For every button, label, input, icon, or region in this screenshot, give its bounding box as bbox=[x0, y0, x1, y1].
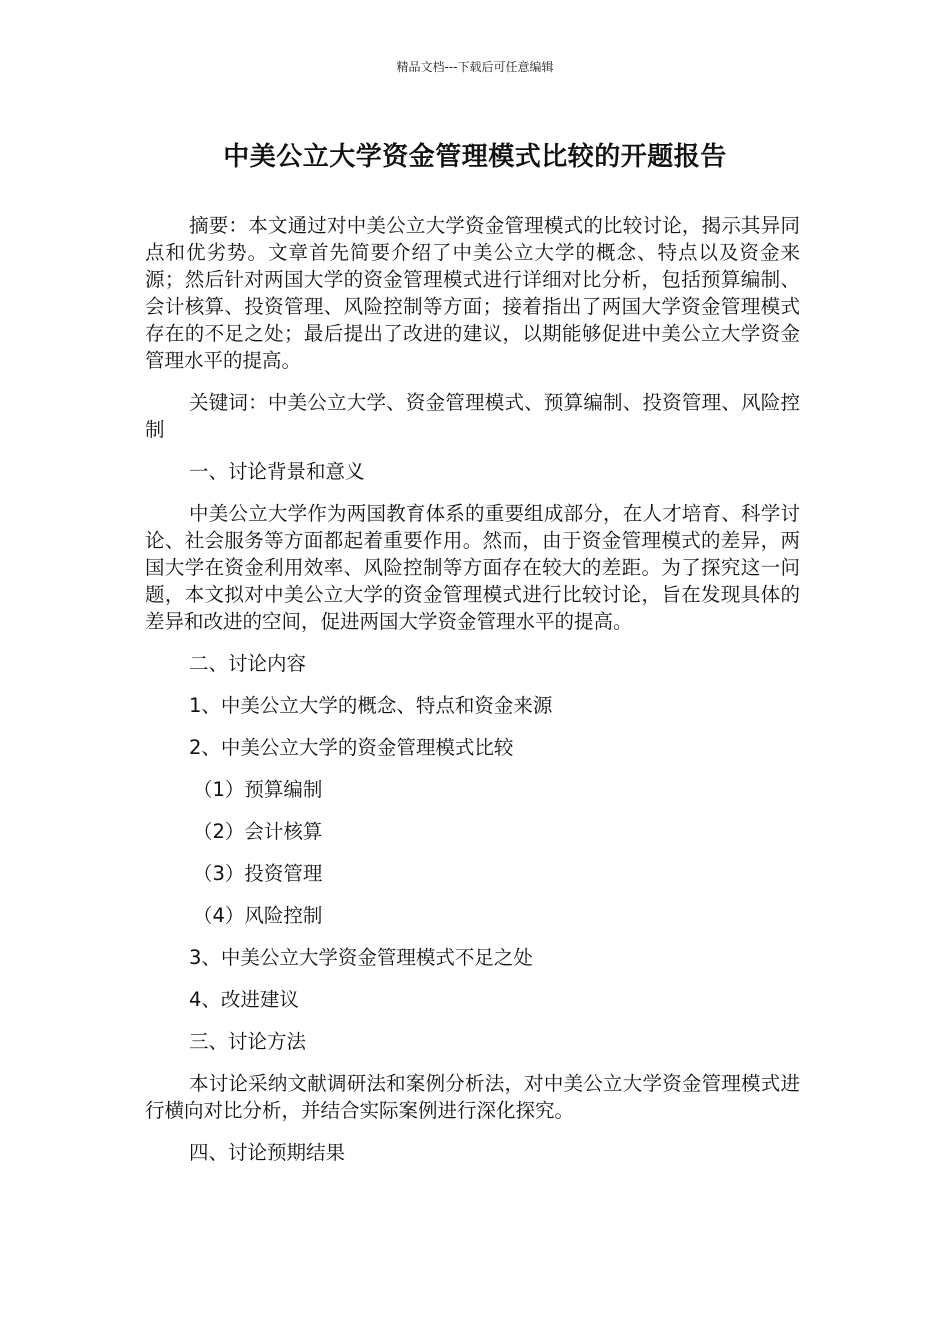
keywords-paragraph: 关键词：中美公立大学、资金管理模式、预算编制、投资管理、风险控制 bbox=[145, 391, 800, 441]
section-heading-background: 一、讨论背景和意义 bbox=[189, 460, 365, 483]
content-subitem-investment: （3）投资管理 bbox=[193, 862, 323, 885]
header-note: 精品文档---下载后可任意编辑 bbox=[396, 60, 554, 74]
background-paragraph: 中美公立大学作为两国教育体系的重要组成部分，在人才培育、科学讨论、社会服务等方面都起着重要作用。然而，由于资金管理模式的差异，两国大学在资金利用效率、风险控制等方面存在较大的差距。为了探究这一问题，本文拟对中美公立大学的资金管理模式进行比较讨论，旨在发现具体的差异和改进的空间，促进两国大学资金管理水平的提高。 bbox=[145, 502, 800, 633]
section-heading-content: 二、讨论内容 bbox=[189, 652, 307, 675]
section-heading-results: 四、讨论预期结果 bbox=[189, 1141, 346, 1164]
document-body bbox=[145, 212, 800, 1181]
content-subitem-accounting: （2）会计核算 bbox=[193, 820, 323, 843]
content-item-2: 2、中美公立大学的资金管理模式比较 bbox=[189, 736, 514, 759]
method-paragraph: 本讨论采纳文献调研法和案例分析法，对中美公立大学资金管理模式进行横向对比分析，并结合实际案例进行深化探究。 bbox=[145, 1072, 800, 1122]
abstract-paragraph: 摘要：本文通过对中美公立大学资金管理模式的比较讨论，揭示其异同点和优劣势。文章首先简要介绍了中美公立大学的概念、特点以及资金来源；然后针对两国大学的资金管理模式进行详细对比分析，包括预算编制、会计核算、投资管理、风险控制等方面；接着指出了两国大学资金管理模式存在的不足之处；最后提出了改进的建议，以期能够促进中美公立大学资金管理水平的提高。 bbox=[145, 214, 800, 372]
content-item-3: 3、中美公立大学资金管理模式不足之处 bbox=[189, 946, 533, 969]
document-title: 中美公立大学资金管理模式比较的开题报告 bbox=[223, 142, 727, 172]
section-heading-method: 三、讨论方法 bbox=[189, 1030, 307, 1053]
content-subitem-risk: （4）风险控制 bbox=[193, 904, 323, 927]
content-item-1: 1、中美公立大学的概念、特点和资金来源 bbox=[189, 694, 553, 717]
content-item-4: 4、改进建议 bbox=[189, 988, 299, 1011]
content-subitem-budget: （1）预算编制 bbox=[193, 778, 323, 801]
